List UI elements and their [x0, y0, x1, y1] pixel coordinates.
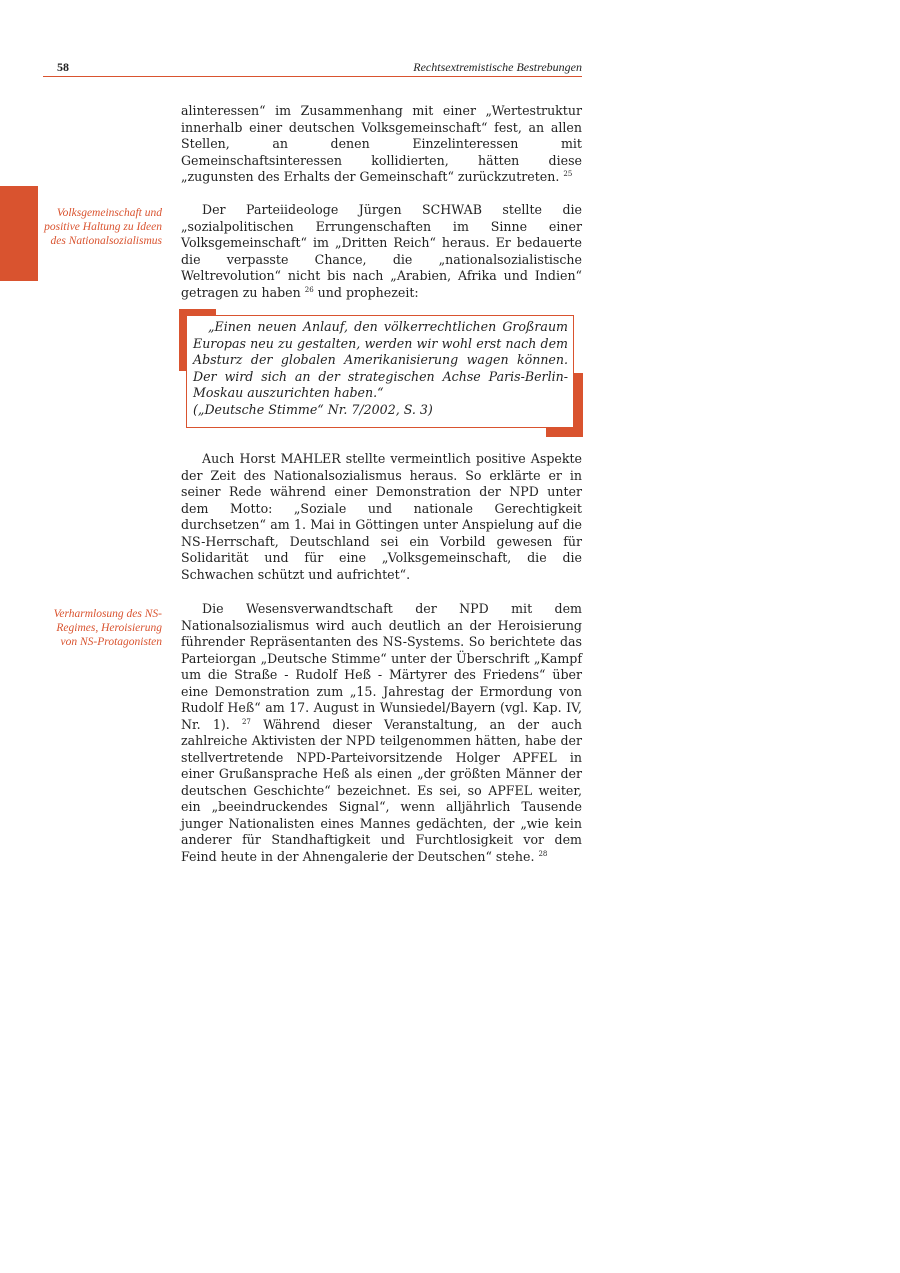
paragraph-3: Auch Horst MAHLER stellte vermeintlich positive Aspekte der Zeit des Nationalsozialismus heraus. So erklärte er in seiner Rede während einer Demonstration der NPD unter dem Motto: „Soziale und nationale Gerechtigkeit durchsetzen“ am 1. Mai in Göttingen unter Anspielung auf die NS-Herrschaft, Deutschland sei ein Vorbild gewesen für Solidarität und für eine „Volksgemeinschaft, die die Schwachen schützt und aufrichtet“.	[181, 451, 582, 582]
margin-note-verharmlosung: Verharmlosung des NS-Regimes, Heroisierung von NS-Protagonisten	[53, 608, 162, 648]
footnote-ref-28[interactable]: 28	[538, 849, 548, 858]
paragraph-4-text-a: Die Wesensverwandtschaft der NPD mit dem Nationalsozialismus wird auch deutlich an der Heroisierung führender Repräsentanten des NS-Systems. So berichtete das Parteiorgan „Deutsche Stimme“ unter der Überschrift „Kampf um die Straße - Rudolf Heß - Märtyrer des Friedens“ über eine Demonstration zum „15. Jahrestag der Ermordung von Rudolf Heß“ am 17. August in Wunsiedel/Bayern (vgl. Kap. IV, Nr. 1).	[181, 601, 582, 732]
paragraph-1-text: alinteressen“ im Zusammenhang mit einer „Wertestruktur innerhalb einer deutschen Volksgemeinschaft“ fest, an allen Stellen, an denen Einzelinteressen mit Gemeinschaftsinteressen kollidierten, hätten diese „zugunsten des Erhalts der Gemeinschaft“ zurückzutreten.	[181, 103, 582, 184]
page-number: 58	[57, 60, 69, 74]
footnote-ref-27[interactable]: 27	[241, 717, 251, 726]
quote-box	[186, 315, 574, 428]
footnote-ref-25[interactable]: 25	[563, 170, 573, 178]
running-title: Rechtsextremistische Bestrebungen	[413, 60, 582, 74]
side-tab-marker	[0, 186, 38, 281]
paragraph-4	[181, 601, 582, 865]
paragraph-4-text-b: Während dieser Veranstaltung, an der auch zahlreiche Aktivisten der NPD teilgenommen hätten, habe der stellvertretende NPD-Parteivorsitzende Holger APFEL in einer Grußansprache Heß als einen „der größten Männer der deutschen Geschichte“ bezeichnet. Es sei, so APFEL weiter, ein „beeindruckendes Signal“, wenn alljährlich Tausende junger Nationalisten eines Mannes gedächten, der „wie kein anderer für Standhaftigkeit und Furchtlosigkeit vor dem Feind heute in der Ahnengalerie der Deutschen“ stehe.	[181, 716, 582, 864]
paragraph-2	[181, 202, 582, 301]
page-header	[43, 58, 582, 77]
footnote-ref-26[interactable]: 26	[304, 285, 314, 294]
quote-source: („Deutsche Stimme“ Nr. 7/2002, S. 3)	[193, 401, 433, 417]
paragraph-2-text: Der Parteiideologe Jürgen SCHWAB stellte die „sozialpolitischen Errungenschaften im Sinne einer Volksgemeinschaft“ im „Dritten Reich“ heraus. Er bedauerte die verpasste Chance, die „nationalsozialistische Weltrevolution“ nicht bis nach „Arabien, Afrika und Indien“ getragen zu haben	[181, 202, 582, 300]
margin-note-volksgemeinschaft: Volksgemeinschaft und positive Haltung zu Ideen des Nationalsozialismus	[44, 207, 162, 247]
paragraph-2-tail: und prophezeit:	[313, 284, 419, 300]
quote-text: „Einen neuen Anlauf, den völkerrechtlichen Großraum Europas neu zu gestalten, werden wir wohl erst nach dem Absturz der globalen Amerikanisierung wagen können. Der wird sich an der strategischen Achse Paris-Berlin-Moskau auszurichten haben.“	[193, 319, 568, 400]
paragraph-1	[181, 103, 582, 186]
